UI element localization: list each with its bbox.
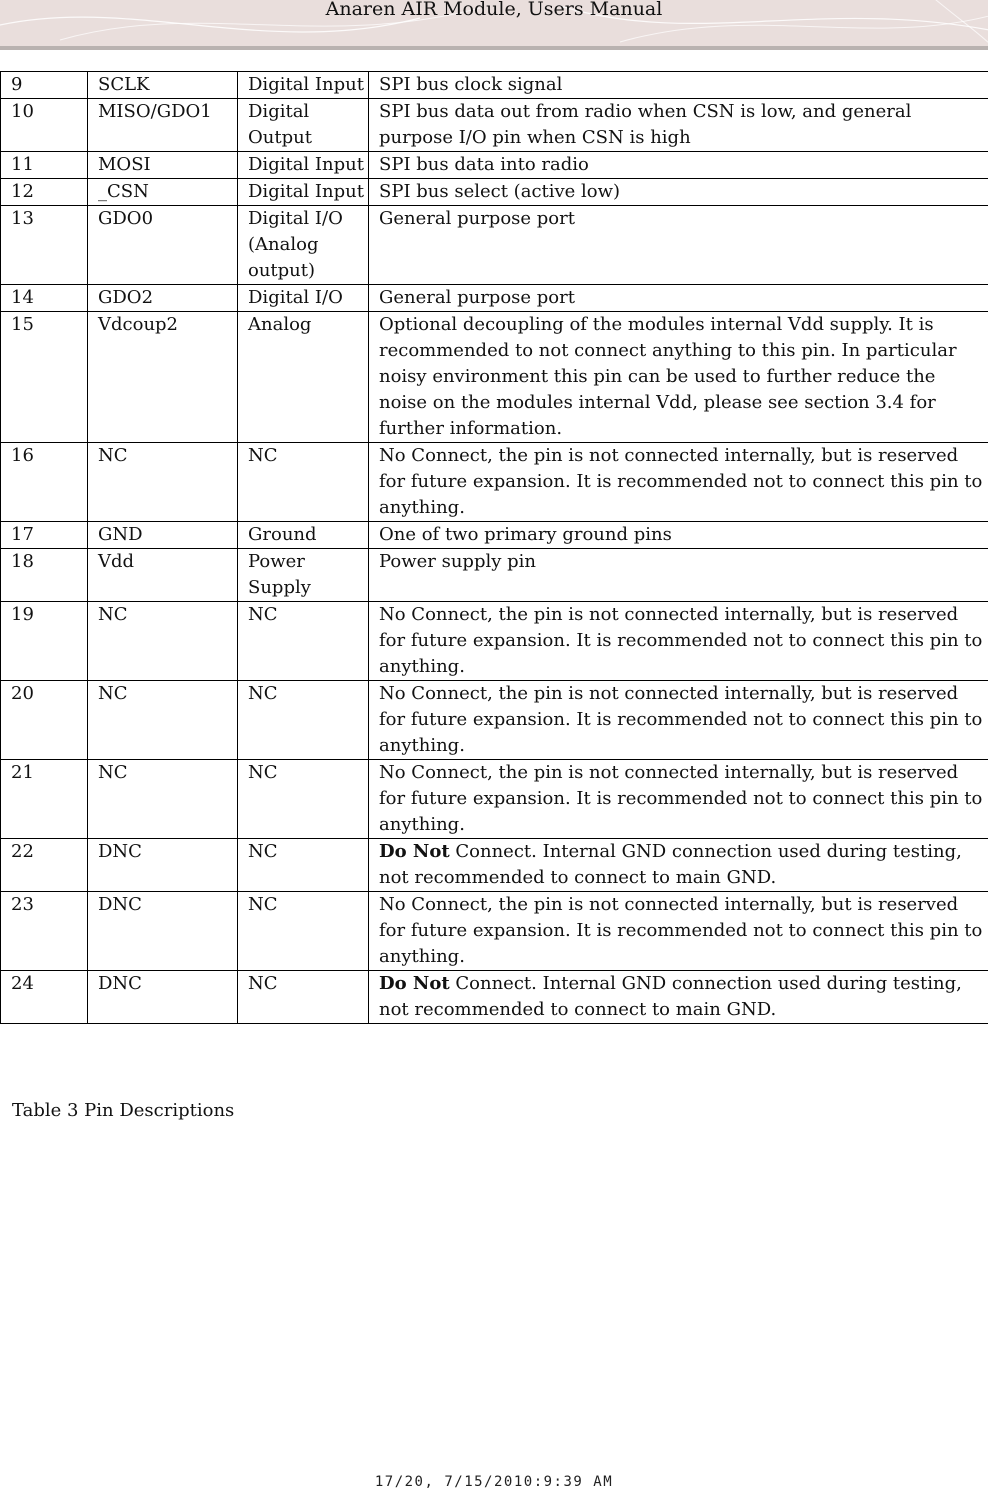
pin-type-cell: Power Supply: [238, 549, 369, 602]
pin-type-cell: Digital I/O: [238, 285, 369, 312]
pin-number-cell: 12: [1, 179, 88, 206]
table-row: [1, 681, 988, 760]
table-row: [1, 971, 988, 1024]
description-text: Power supply pin: [379, 551, 536, 572]
table-row: [1, 443, 988, 522]
pin-type-cell: NC: [238, 839, 369, 892]
description-text: One of two primary ground pins: [379, 524, 672, 545]
pin-description-cell: [369, 72, 988, 99]
pin-name-cell: NC: [88, 681, 238, 760]
description-text: No Connect, the pin is not connected internally, but is reserved for future expansion. It is recommended not to connect this pin to anything.: [379, 762, 988, 835]
pin-name-cell: GDO2: [88, 285, 238, 312]
pin-number-cell: 24: [1, 971, 88, 1024]
pin-name-cell: MISO/GDO1: [88, 99, 238, 152]
table-row: [1, 285, 988, 312]
table-row: [1, 892, 988, 971]
pin-number-cell: 23: [1, 892, 88, 971]
description-text: No Connect, the pin is not connected internally, but is reserved for future expansion. It is recommended not to connect this pin to anything.: [379, 894, 988, 967]
pin-name-cell: NC: [88, 602, 238, 681]
description-text: General purpose port: [379, 208, 575, 229]
table-row: [1, 72, 988, 99]
pin-type-cell: NC: [238, 760, 369, 839]
pin-name-cell: Vdcoup2: [88, 312, 238, 443]
pin-type-cell: NC: [238, 681, 369, 760]
pin-number-cell: 19: [1, 602, 88, 681]
table-row: [1, 99, 988, 152]
table-row: [1, 206, 988, 285]
pin-description-cell: [369, 760, 988, 839]
pin-description-cell: [369, 179, 988, 206]
table-row: [1, 839, 988, 892]
pin-name-cell: GND: [88, 522, 238, 549]
pin-number-cell: 9: [1, 72, 88, 99]
pin-description-cell: [369, 285, 988, 312]
pin-number-cell: 15: [1, 312, 88, 443]
pin-description-cell: [369, 602, 988, 681]
pin-name-cell: NC: [88, 443, 238, 522]
pin-name-cell: _CSN: [88, 179, 238, 206]
pin-number-cell: 14: [1, 285, 88, 312]
pin-number-cell: 18: [1, 549, 88, 602]
pin-name-cell: Vdd: [88, 549, 238, 602]
description-text: SPI bus clock signal: [379, 74, 563, 95]
table-row: [1, 760, 988, 839]
description-text: SPI bus data into radio: [379, 154, 589, 175]
pin-number-cell: 22: [1, 839, 88, 892]
pin-description-cell: [369, 443, 988, 522]
page-footer: 17/20, 7/15/2010:9:39 AM: [374, 1474, 614, 1490]
pin-name-cell: DNC: [88, 971, 238, 1024]
description-emphasis: Do Not: [379, 973, 450, 994]
pin-type-cell: Digital Output: [238, 99, 369, 152]
pin-description-cell: [369, 681, 988, 760]
pin-type-cell: Ground: [238, 522, 369, 549]
pin-name-cell: DNC: [88, 892, 238, 971]
pin-number-cell: 13: [1, 206, 88, 285]
pin-type-cell: Digital Input: [238, 179, 369, 206]
table-row: [1, 179, 988, 206]
pin-type-cell: NC: [238, 602, 369, 681]
pin-type-cell: Analog: [238, 312, 369, 443]
pin-number-cell: 21: [1, 760, 88, 839]
table-row: [1, 602, 988, 681]
pin-name-cell: SCLK: [88, 72, 238, 99]
description-text: Optional decoupling of the modules internal Vdd supply. It is recommended to not connect anything to this pin. In particular noisy environment this pin can be used to further reduce the noise on the modules internal Vdd, please see section 3.4 for further information.: [379, 314, 963, 439]
pin-descriptions-table: [0, 71, 988, 1024]
pin-description-cell: [369, 522, 988, 549]
pin-description-cell: [369, 206, 988, 285]
description-emphasis: Do Not: [379, 841, 450, 862]
page-header: [0, 0, 988, 50]
pin-name-cell: GDO0: [88, 206, 238, 285]
pin-type-cell: NC: [238, 443, 369, 522]
description-text: SPI bus data out from radio when CSN is low, and general purpose I/O pin when CSN is high: [379, 101, 918, 148]
pin-description-cell: [369, 99, 988, 152]
pin-type-cell: NC: [238, 892, 369, 971]
pin-number-cell: 17: [1, 522, 88, 549]
pin-name-cell: DNC: [88, 839, 238, 892]
pin-name-cell: MOSI: [88, 152, 238, 179]
description-text: Connect. Internal GND connection used during testing, not recommended to connect to main GND.: [379, 973, 968, 1020]
description-text: No Connect, the pin is not connected internally, but is reserved for future expansion. It is recommended not to connect this pin to anything.: [379, 683, 988, 756]
pin-number-cell: 16: [1, 443, 88, 522]
table-row: [1, 152, 988, 179]
pin-description-cell: [369, 549, 988, 602]
pin-number-cell: 11: [1, 152, 88, 179]
pin-type-cell: Digital Input: [238, 72, 369, 99]
pin-type-cell: Digital Input: [238, 152, 369, 179]
pin-number-cell: 20: [1, 681, 88, 760]
pin-number-cell: 10: [1, 99, 88, 152]
pin-description-cell: [369, 892, 988, 971]
description-text: Connect. Internal GND connection used during testing, not recommended to connect to main GND.: [379, 841, 968, 888]
pin-description-cell: [369, 971, 988, 1024]
description-text: No Connect, the pin is not connected internally, but is reserved for future expansion. It is recommended not to connect this pin to anything.: [379, 604, 988, 677]
header-title: Anaren AIR Module, Users Manual: [325, 0, 663, 20]
description-text: No Connect, the pin is not connected internally, but is reserved for future expansion. It is recommended not to connect this pin to anything.: [379, 445, 988, 518]
pin-type-cell: NC: [238, 971, 369, 1024]
description-text: General purpose port: [379, 287, 575, 308]
table-row: [1, 312, 988, 443]
pin-description-cell: [369, 839, 988, 892]
table-row: [1, 522, 988, 549]
table-row: [1, 549, 988, 602]
pin-name-cell: NC: [88, 760, 238, 839]
pin-description-cell: [369, 152, 988, 179]
table-caption: Table 3 Pin Descriptions: [12, 1100, 235, 1121]
pin-description-cell: [369, 312, 988, 443]
pin-type-cell: Digital I/O (Analog output): [238, 206, 369, 285]
description-text: SPI bus select (active low): [379, 181, 621, 202]
